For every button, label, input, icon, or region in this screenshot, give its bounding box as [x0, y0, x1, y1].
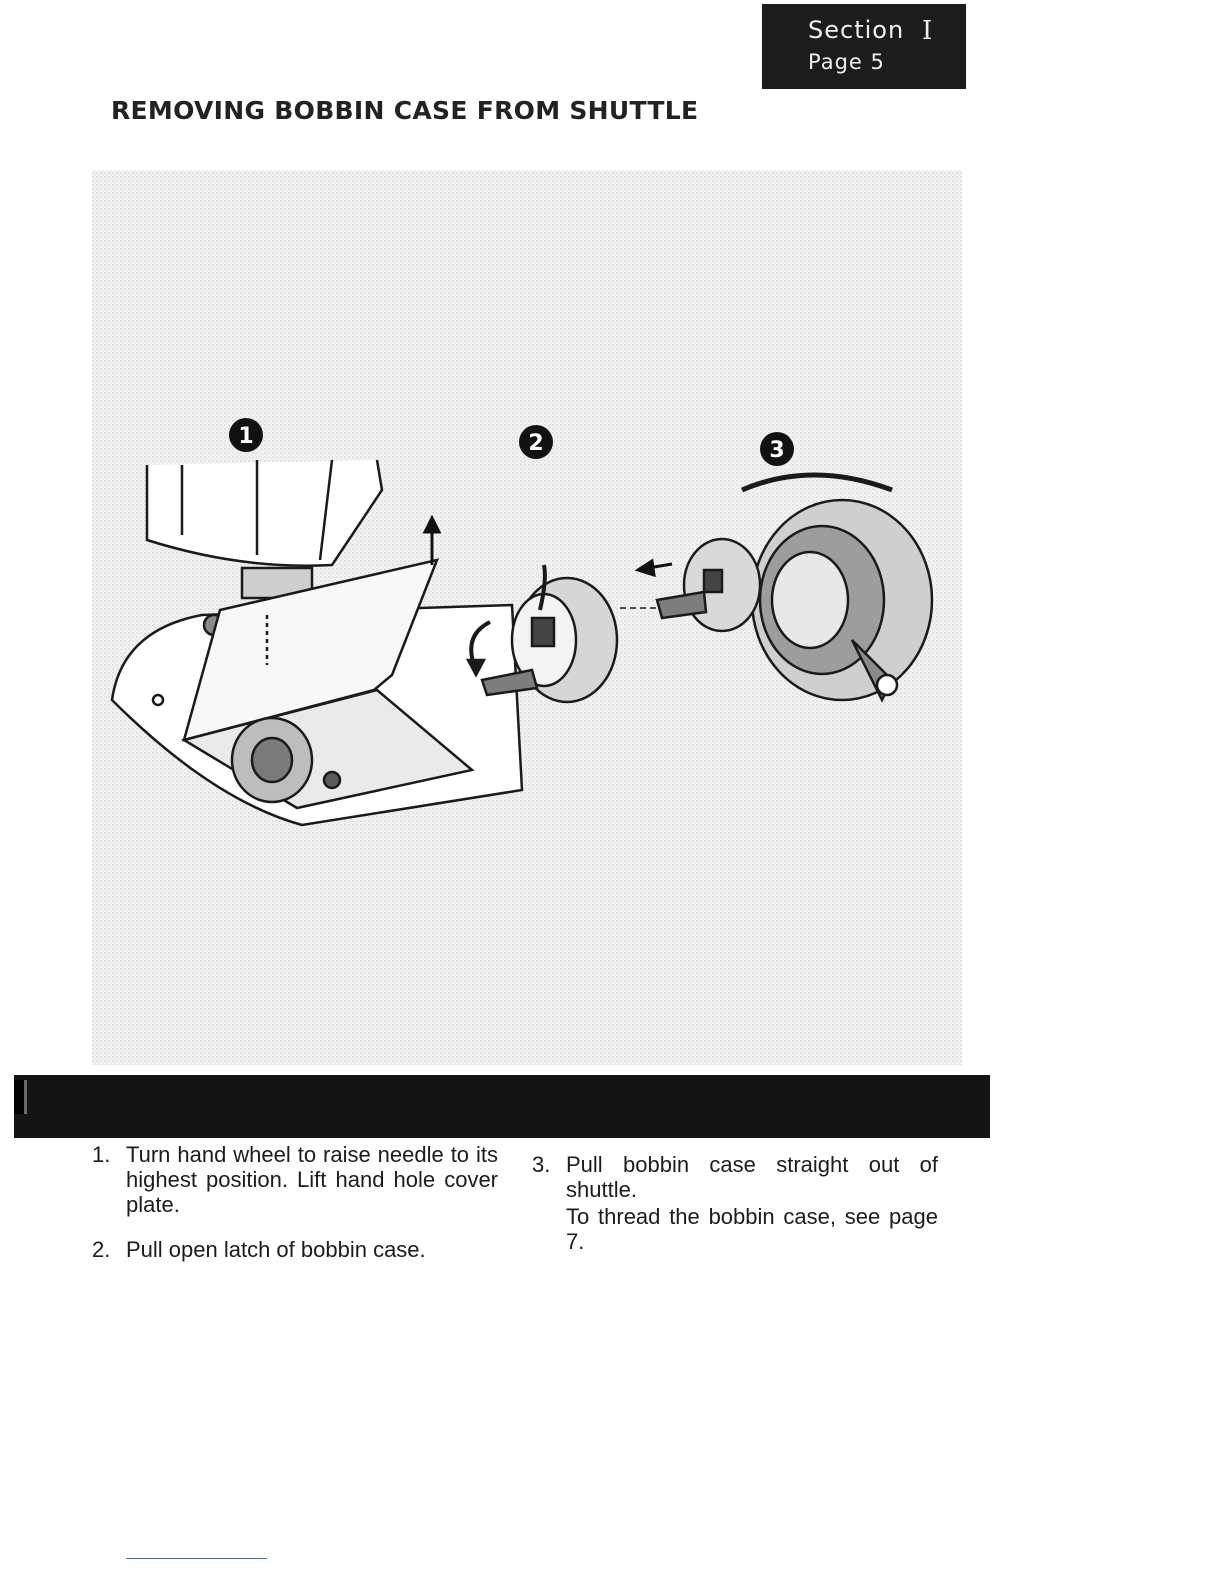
thread-note: To thread the bobbin case, see page 7. [566, 1204, 938, 1254]
divider-band [14, 1075, 990, 1138]
instruction-number: 2. [92, 1237, 111, 1262]
instruction-1 [92, 1142, 502, 1222]
page-title: REMOVING BOBBIN CASE FROM SHUTTLE [111, 96, 699, 125]
svg-text:2: 2 [528, 431, 544, 456]
footer-rule [126, 1558, 267, 1559]
svg-text:3: 3 [769, 438, 785, 463]
instruction-number: 3. [532, 1152, 551, 1177]
section-header-box [762, 4, 966, 89]
callout-2 [519, 425, 553, 459]
instruction-number: 1. [92, 1142, 111, 1167]
divider-notch [14, 1080, 27, 1114]
instruction-2 [92, 1237, 502, 1267]
instruction-text: Pull open latch of bobbin case. [126, 1237, 426, 1262]
callout-1 [229, 418, 263, 452]
section-number: I [922, 16, 933, 46]
instruction-text: Pull bobbin case straight out of shuttle. [566, 1152, 938, 1202]
svg-text:1: 1 [238, 424, 254, 449]
callout-3 [760, 432, 794, 466]
instruction-text: Turn hand wheel to raise needle to its highest position. Lift hand hole cover plate. [126, 1142, 498, 1217]
instruction-3 [532, 1152, 942, 1204]
page-label: Page 5 [808, 50, 885, 74]
section-label: Section [808, 16, 905, 44]
bobbin-illustration [92, 160, 972, 1070]
